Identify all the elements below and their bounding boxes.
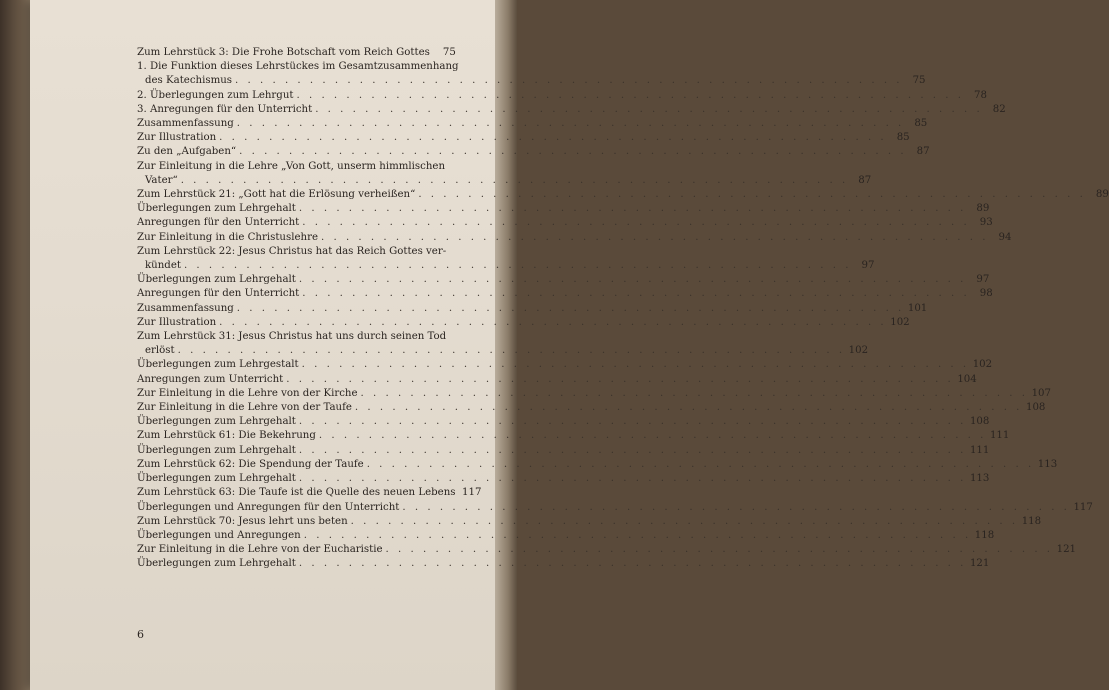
toc-entry	[137, 529, 995, 543]
toc-leader-dots	[219, 131, 887, 145]
toc-entry-title: Zur Illustration	[137, 132, 217, 144]
toc-entry	[137, 188, 1109, 202]
toc-entry-page: 89	[976, 203, 990, 215]
toc-entry-title: Zur Einleitung in die Lehre von der Eucharistie	[137, 544, 383, 556]
toc-entry-title: Anregungen zum Unterricht	[137, 373, 284, 385]
toc-entry-page: 113	[1037, 458, 1058, 470]
toc-entry	[137, 401, 1046, 415]
toc-entry	[137, 373, 977, 387]
toc-entry	[137, 358, 993, 372]
toc-entry-page: 118	[974, 529, 995, 541]
toc-entry	[137, 515, 1042, 529]
toc-leader-dots	[355, 401, 1023, 415]
toc-entry-page: 104	[957, 373, 977, 385]
toc-entry	[137, 202, 990, 216]
toc-entry-page: 78	[974, 89, 987, 101]
toc-entry	[137, 145, 930, 159]
toc-leader-dots	[302, 216, 970, 230]
toc-entry	[137, 74, 926, 88]
table-of-contents	[137, 46, 1109, 572]
toc-entry-page: 87	[858, 174, 872, 186]
toc-leader-dots	[286, 373, 954, 387]
toc-entry-title: 2. Überlegungen zum Lehrgut	[137, 89, 294, 101]
toc-entry	[137, 273, 990, 287]
toc-leader-dots	[299, 202, 967, 216]
toc-entry-page: 97	[976, 274, 990, 286]
toc-entry-title: Überlegungen zum Lehrgehalt	[137, 203, 296, 215]
toc-entry	[137, 117, 928, 131]
toc-entry-title: Überlegungen zum Lehrgehalt	[137, 444, 296, 456]
toc-entry-title: Überlegungen und Anregungen	[137, 529, 301, 541]
toc-entry-page: 111	[989, 430, 1010, 442]
toc-leader-dots	[184, 259, 852, 273]
page-number: 6	[137, 628, 144, 641]
toc-entry-page: 85	[896, 132, 910, 144]
toc-entry-title: Zum Lehrstück 31: Jesus Christus hat uns durch seinen Tod	[137, 331, 447, 343]
toc-entry-page: 89	[1095, 189, 1109, 201]
toc-entry	[137, 486, 482, 500]
toc-entry-page: 82	[992, 103, 1006, 115]
toc-entry	[137, 415, 990, 429]
toc-entry	[137, 259, 875, 273]
toc-entry	[137, 330, 449, 344]
toc-entry-title: Zum Lehrstück 63: Die Taufe ist die Quelle des neuen Lebens	[137, 487, 456, 499]
toc-entry-title: Zum Lehrstück 70: Jesus lehrt uns beten	[137, 515, 348, 527]
toc-leader-dots	[299, 415, 967, 429]
toc-leader-dots	[181, 174, 849, 188]
toc-entry	[137, 60, 459, 74]
toc-entry-title: Vater“	[145, 174, 178, 186]
toc-entry-title: Überlegungen zum Lehrgehalt	[137, 558, 296, 570]
toc-entry-page: 113	[969, 473, 990, 485]
toc-leader-dots	[235, 74, 903, 88]
toc-entry-title: Überlegungen zum Lehrgehalt	[137, 473, 296, 485]
toc-entry-page: 107	[1031, 387, 1052, 399]
toc-entry-page: 93	[979, 217, 993, 229]
toc-entry-page: 102	[848, 345, 869, 357]
toc-leader-dots	[418, 188, 1086, 202]
toc-entry	[137, 131, 910, 145]
toc-entry	[137, 472, 990, 486]
toc-entry-title: erlöst	[145, 345, 175, 357]
toc-leader-dots	[351, 515, 1019, 529]
toc-entry-title: Überlegungen und Anregungen für den Unterricht	[137, 501, 400, 513]
toc-entry-title: 1. Die Funktion dieses Lehrstückes im Gesamtzusammenhang	[137, 61, 459, 73]
toc-leader-dots	[367, 458, 1035, 472]
toc-entry	[137, 543, 1077, 557]
toc-leader-dots	[237, 302, 905, 316]
toc-leader-dots	[239, 145, 907, 159]
toc-entry-page: 97	[861, 260, 875, 272]
toc-entry-page: 117	[462, 487, 482, 499]
toc-entry-page: 94	[998, 231, 1012, 243]
toc-leader-dots	[299, 444, 967, 458]
toc-entry-title: Anregungen für den Unterricht	[137, 288, 300, 300]
toc-entry-title: Überlegungen zum Lehrgehalt	[137, 274, 296, 286]
toc-entry-title: kündet	[145, 260, 181, 272]
toc-entry-page: 75	[912, 75, 926, 87]
toc-entry-title: Zur Einleitung in die Lehre von der Taufe	[137, 402, 352, 414]
toc-leader-dots	[296, 89, 964, 103]
toc-entry-title: des Katechismus	[145, 75, 233, 87]
toc-entry-title: Zur Einleitung in die Christuslehre	[137, 231, 318, 243]
toc-leader-dots	[299, 557, 967, 571]
toc-entry-page: 101	[907, 302, 928, 314]
toc-entry-title: Zusammenfassung	[137, 302, 234, 314]
toc-leader-dots	[321, 231, 989, 245]
toc-entry-page: 118	[1021, 515, 1042, 527]
toc-leader-dots	[304, 529, 972, 543]
toc-entry-title: Überlegungen zum Lehrgestalt	[137, 359, 299, 371]
toc-leader-dots	[402, 501, 1070, 515]
toc-leader-dots	[386, 543, 1054, 557]
toc-entry-page: 98	[979, 288, 993, 300]
toc-entry	[137, 316, 910, 330]
toc-leader-dots	[178, 344, 846, 358]
toc-entry	[137, 444, 990, 458]
toc-leader-dots	[302, 358, 970, 372]
toc-entry	[137, 501, 1093, 515]
toc-entry	[137, 287, 993, 301]
toc-entry	[137, 557, 990, 571]
toc-entry-title: Zur Einleitung in die Lehre von der Kirche	[137, 387, 358, 399]
toc-leader-dots	[299, 472, 967, 486]
toc-entry-title: Zum Lehrstück 61: Die Bekehrung	[137, 430, 316, 442]
toc-leader-dots	[315, 103, 983, 117]
toc-entry	[137, 216, 993, 230]
toc-entry-page: 75	[442, 47, 456, 58]
toc-leader-dots	[361, 387, 1029, 401]
toc-entry	[137, 302, 928, 316]
toc-entry-title: Zum Lehrstück 21: „Gott hat die Erlösung verheißen“	[137, 189, 416, 201]
toc-entry-page: 117	[1073, 501, 1093, 513]
toc-entry-title: 3. Anregungen für den Unterricht	[137, 103, 313, 115]
toc-leader-dots	[319, 429, 987, 443]
toc-entry-title: Zum Lehrstück 22: Jesus Christus hat das Reich Gottes ver-	[137, 245, 447, 257]
toc-entry-title: Zur Einleitung in die Lehre „Von Gott, unserm himmlischen	[137, 160, 446, 172]
toc-entry-page: 111	[969, 444, 990, 456]
toc-leader-dots	[302, 287, 970, 301]
toc-entry-title: Überlegungen zum Lehrgehalt	[137, 416, 296, 428]
toc-entry-title: Zum Lehrstück 3: Die Frohe Botschaft vom Reich Gottes	[137, 47, 430, 58]
toc-entry	[137, 458, 1058, 472]
toc-entry-page: 121	[969, 558, 990, 570]
toc-entry-title: Zu den „Aufgaben“	[137, 146, 237, 158]
toc-entry-title: Zum Lehrstück 62: Die Spendung der Taufe	[137, 458, 364, 470]
toc-entry	[137, 344, 869, 358]
toc-entry-page: 108	[969, 416, 990, 428]
toc-entry-page: 102	[890, 316, 910, 328]
toc-entry-page: 102	[972, 359, 993, 371]
toc-entry	[137, 89, 987, 103]
toc-entry-title: Anregungen für den Unterricht	[137, 217, 300, 229]
toc-entry	[137, 103, 1006, 117]
toc-leader-dots	[299, 273, 967, 287]
toc-entry-page: 121	[1056, 544, 1077, 556]
toc-entry	[137, 46, 456, 60]
toc-entry	[137, 174, 872, 188]
toc-leader-dots	[237, 117, 905, 131]
toc-entry	[137, 245, 449, 259]
toc-entry	[137, 231, 1012, 245]
toc-entry-title: Zusammenfassung	[137, 118, 234, 130]
toc-entry-page: 108	[1025, 402, 1046, 414]
toc-entry-title: Zur Illustration	[137, 316, 217, 328]
toc-entry	[137, 387, 1052, 401]
toc-leader-dots	[219, 316, 887, 330]
toc-entry-page: 87	[916, 146, 930, 158]
toc-entry	[137, 429, 1010, 443]
toc-entry-page: 85	[914, 118, 928, 130]
toc-entry	[137, 160, 449, 174]
